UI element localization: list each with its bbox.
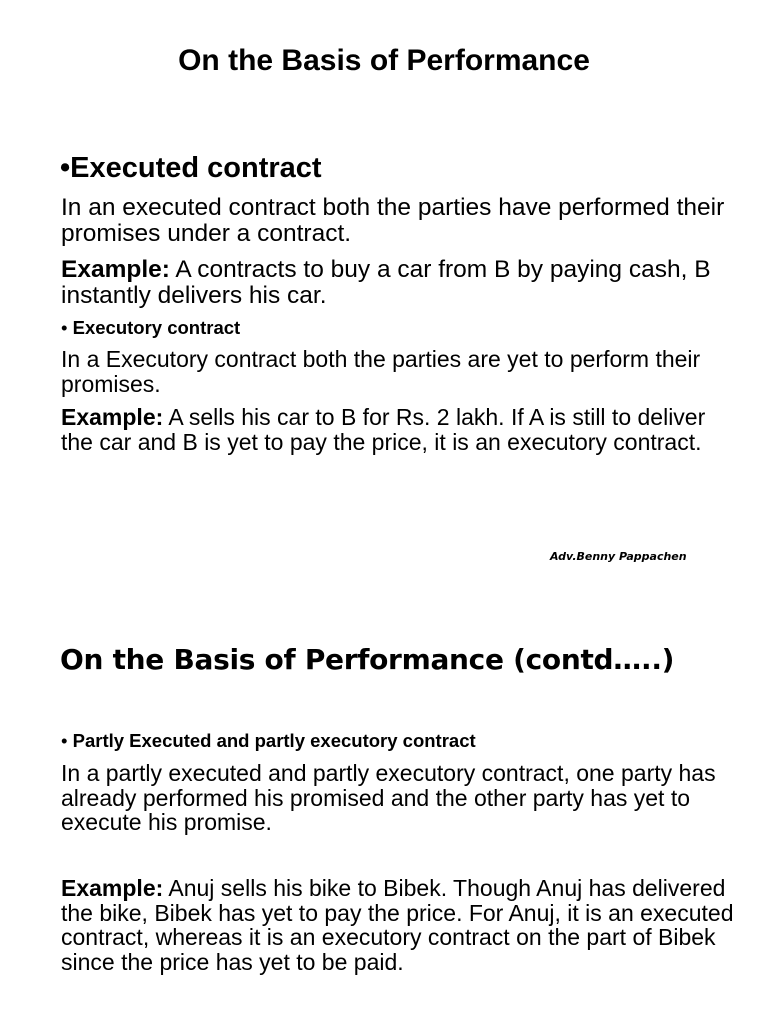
example-text: A sells his car to B for Rs. 2 lakh. If A is still to deliver the car and B is yet to pay the price, it is an executory contract. — [61, 404, 706, 455]
executory-contract-definition: In a Executory contract both the parties are yet to perform their promises. — [61, 346, 701, 397]
executed-contract-definition: In an executed contract both the parties have performed their promises under a contract. — [61, 194, 725, 247]
executed-contract-heading: •Executed contract — [60, 152, 322, 184]
executory-contract-label: Executory contract — [72, 317, 241, 338]
executory-contract-example — [61, 405, 741, 454]
example-label: Example: — [61, 404, 164, 430]
bullet-icon: • — [61, 317, 68, 338]
example-text: A contracts to buy a car from B by paying cash, B instantly delivers his car. — [61, 256, 711, 309]
executory-contract-heading — [61, 317, 240, 339]
author-credit: Adv.Benny Pappachen — [550, 550, 687, 563]
example-label: Example: — [61, 256, 170, 283]
example-label: Example: — [61, 875, 164, 901]
slide-2 — [0, 590, 768, 1024]
bullet-icon: • — [61, 730, 68, 751]
slide-2-title: On the Basis of Performance (contd…..) — [60, 643, 675, 676]
partly-executed-definition: In a partly executed and partly executory contract, one party has already performed his promised and the other party has yet to execute his promise. — [61, 760, 716, 835]
executed-contract-example — [61, 257, 741, 309]
slide-1-title: On the Basis of Performance — [178, 44, 590, 77]
partly-executed-example — [61, 876, 741, 974]
partly-executed-heading — [61, 730, 476, 752]
example-text: Anuj sells his bike to Bibek. Though Anuj has delivered the bike, Bibek has yet to pay the price. For Anuj, it is an executed contract, whereas it is an executory contract on the part of Bibek since the price has yet to be paid. — [61, 875, 734, 975]
partly-executed-label: Partly Executed and partly executory contract — [72, 730, 476, 751]
